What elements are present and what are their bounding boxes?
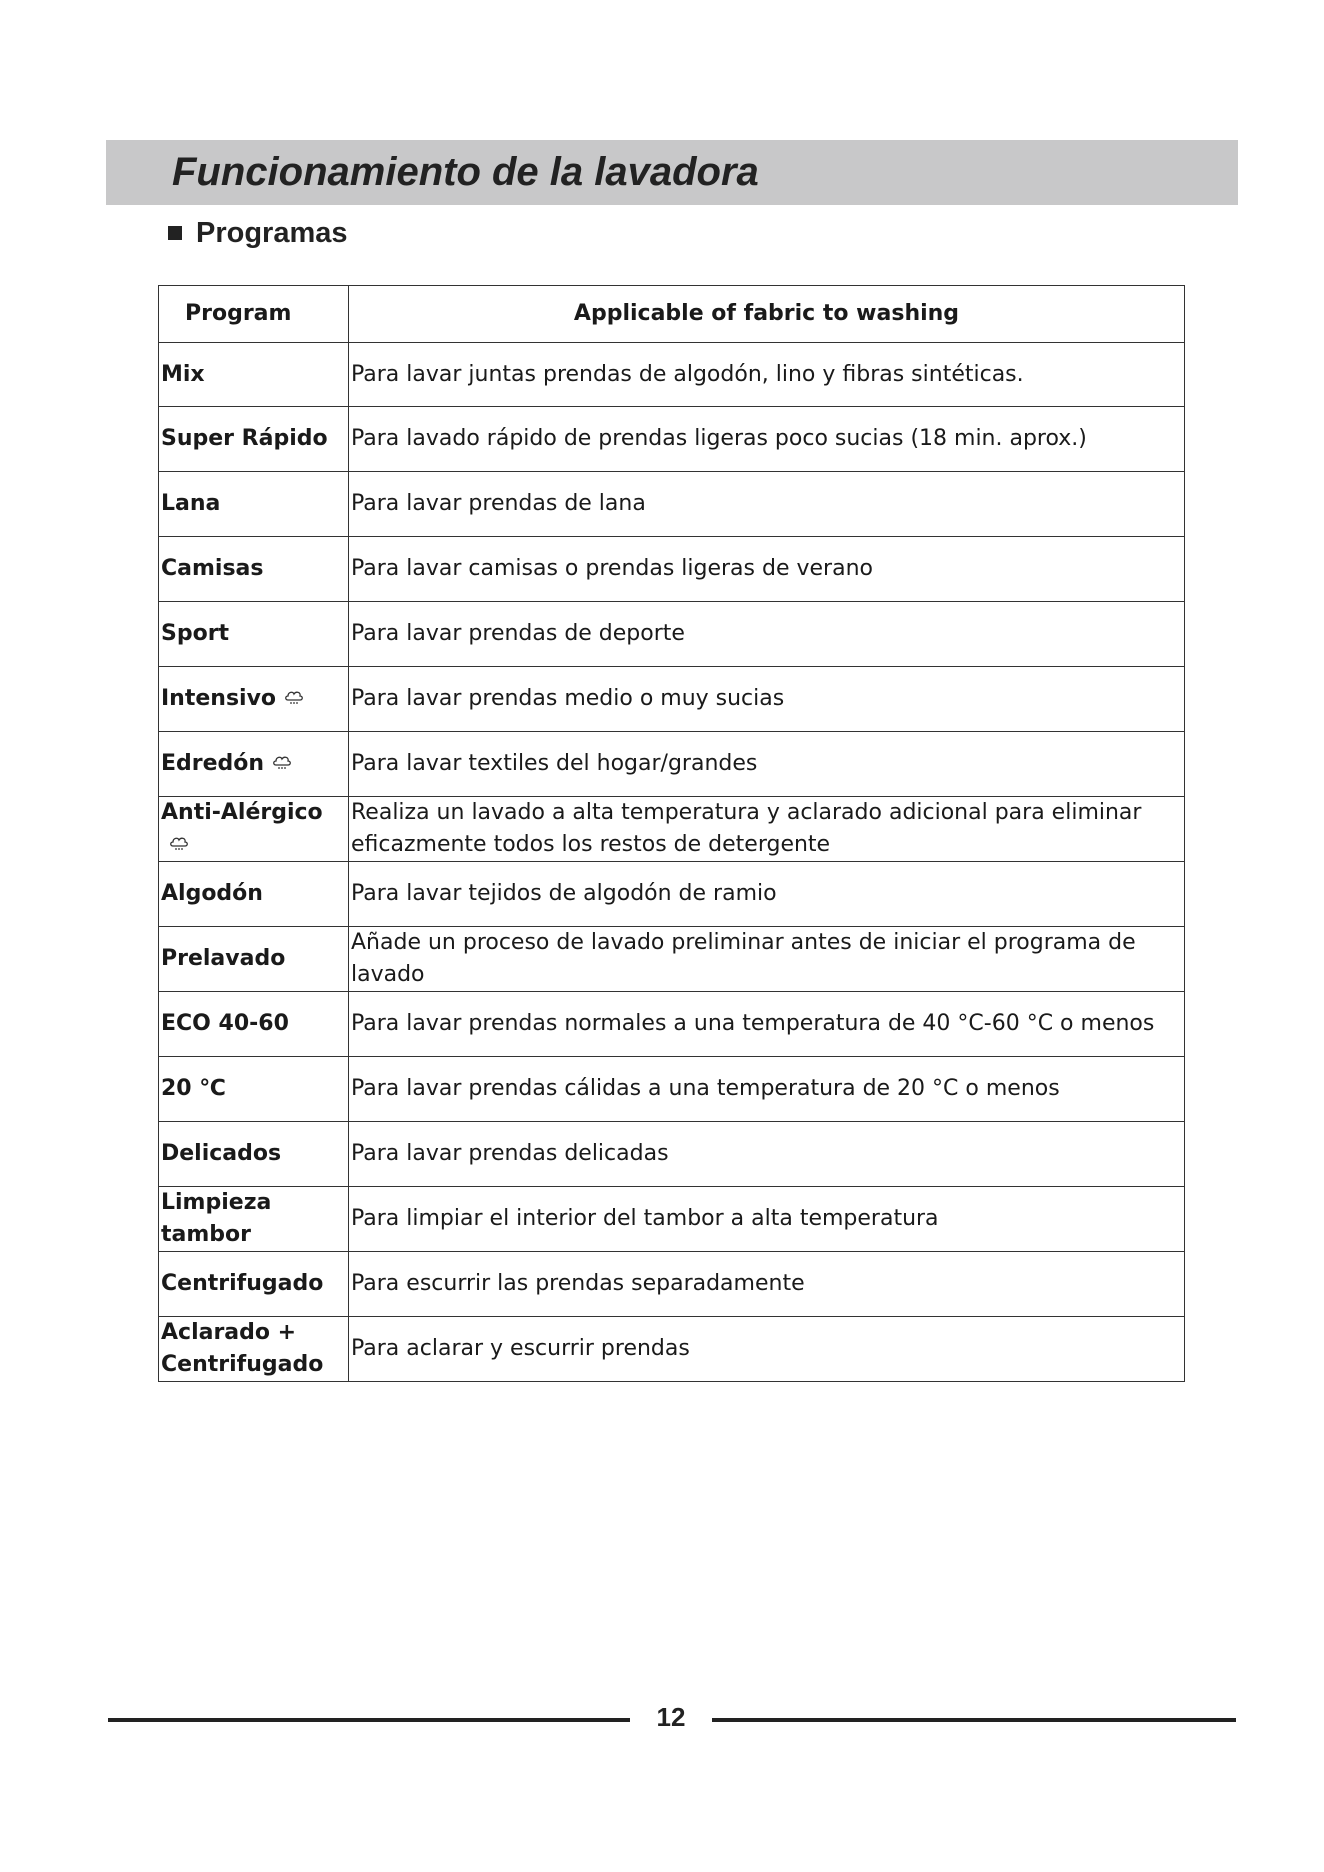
program-name-cell — [159, 537, 349, 602]
table-row — [159, 992, 1185, 1057]
table-row — [159, 1252, 1185, 1317]
program-name: Sport — [161, 621, 230, 646]
column-header-program: Program — [159, 286, 349, 343]
table-row — [159, 1122, 1185, 1187]
table-row — [159, 927, 1185, 992]
footer-rule-right — [712, 1718, 1236, 1722]
table-header-row — [159, 286, 1185, 343]
program-name: Aclarado + Centrifugado — [161, 1320, 324, 1377]
steam-icon — [272, 748, 292, 780]
program-description: Para limpiar el interior del tambor a alta temperatura — [349, 1187, 1185, 1252]
program-name-cell — [159, 1187, 349, 1252]
program-name-cell — [159, 343, 349, 407]
table-row — [159, 602, 1185, 667]
table-row — [159, 797, 1185, 862]
program-name: Centrifugado — [161, 1271, 324, 1296]
table-row — [159, 1187, 1185, 1252]
program-name-cell — [159, 602, 349, 667]
program-description: Para lavar prendas medio o muy sucias — [349, 667, 1185, 732]
table-row — [159, 732, 1185, 797]
program-description: Añade un proceso de lavado preliminar antes de iniciar el programa de lavado — [349, 927, 1185, 992]
square-bullet-icon — [168, 226, 182, 240]
table-row — [159, 667, 1185, 732]
program-description: Para lavar textiles del hogar/grandes — [349, 732, 1185, 797]
program-name-cell — [159, 407, 349, 472]
page-title: Funcionamiento de la lavadora — [172, 150, 759, 194]
program-name-cell — [159, 1057, 349, 1122]
page-number: 12 — [656, 1702, 686, 1732]
program-name: Intensivo — [161, 686, 277, 711]
table-row — [159, 472, 1185, 537]
program-description: Para lavar prendas de deporte — [349, 602, 1185, 667]
program-name: Prelavado — [161, 946, 286, 971]
program-description: Realiza un lavado a alta temperatura y aclarado adicional para eliminar eficazmente todos los restos de detergente — [349, 797, 1185, 862]
program-name: Delicados — [161, 1141, 282, 1166]
table-row — [159, 407, 1185, 472]
table-row — [159, 1057, 1185, 1122]
program-description: Para lavar prendas de lana — [349, 472, 1185, 537]
header-band — [106, 140, 1238, 205]
program-description: Para lavado rápido de prendas ligeras poco sucias (18 min. aprox.) — [349, 407, 1185, 472]
section-heading — [168, 213, 348, 253]
program-name: Edredón — [161, 751, 265, 776]
programs-table — [158, 285, 1185, 1382]
program-name: Limpieza tambor — [161, 1190, 272, 1247]
table-row — [159, 537, 1185, 602]
program-description: Para escurrir las prendas separadamente — [349, 1252, 1185, 1317]
page-footer — [0, 1700, 1324, 1740]
program-name-cell — [159, 862, 349, 927]
program-name: Anti-Alérgico — [161, 800, 323, 825]
program-description: Para lavar juntas prendas de algodón, lino y fibras sintéticas. — [349, 343, 1185, 407]
program-name: ECO 40-60 — [161, 1011, 289, 1036]
program-name-cell — [159, 1252, 349, 1317]
program-description: Para lavar prendas normales a una temperatura de 40 °C-60 °C o menos — [349, 992, 1185, 1057]
column-header-fabric: Applicable of fabric to washing — [349, 286, 1185, 343]
footer-rule-left — [108, 1718, 630, 1722]
steam-icon — [169, 829, 189, 861]
program-name: Super Rápido — [161, 426, 328, 451]
program-name-cell — [159, 992, 349, 1057]
program-description: Para aclarar y escurrir prendas — [349, 1317, 1185, 1382]
program-name-cell — [159, 927, 349, 992]
program-name: Lana — [161, 491, 221, 516]
program-name: Camisas — [161, 556, 264, 581]
program-name: 20 ℃ — [161, 1076, 226, 1101]
program-description: Para lavar prendas delicadas — [349, 1122, 1185, 1187]
table-row — [159, 1317, 1185, 1382]
program-name-cell — [159, 797, 349, 862]
program-description: Para lavar camisas o prendas ligeras de verano — [349, 537, 1185, 602]
table-row — [159, 862, 1185, 927]
program-name: Mix — [161, 361, 205, 387]
program-name: Algodón — [161, 881, 263, 906]
program-name-cell — [159, 667, 349, 732]
program-description: Para lavar tejidos de algodón de ramio — [349, 862, 1185, 927]
program-name-cell — [159, 1122, 349, 1187]
program-name-cell — [159, 472, 349, 537]
program-description: Para lavar prendas cálidas a una temperatura de 20 °C o menos — [349, 1057, 1185, 1122]
steam-icon — [284, 683, 304, 715]
section-title: Programas — [196, 216, 348, 249]
program-name-cell — [159, 732, 349, 797]
table-row — [159, 343, 1185, 407]
program-name-cell — [159, 1317, 349, 1382]
